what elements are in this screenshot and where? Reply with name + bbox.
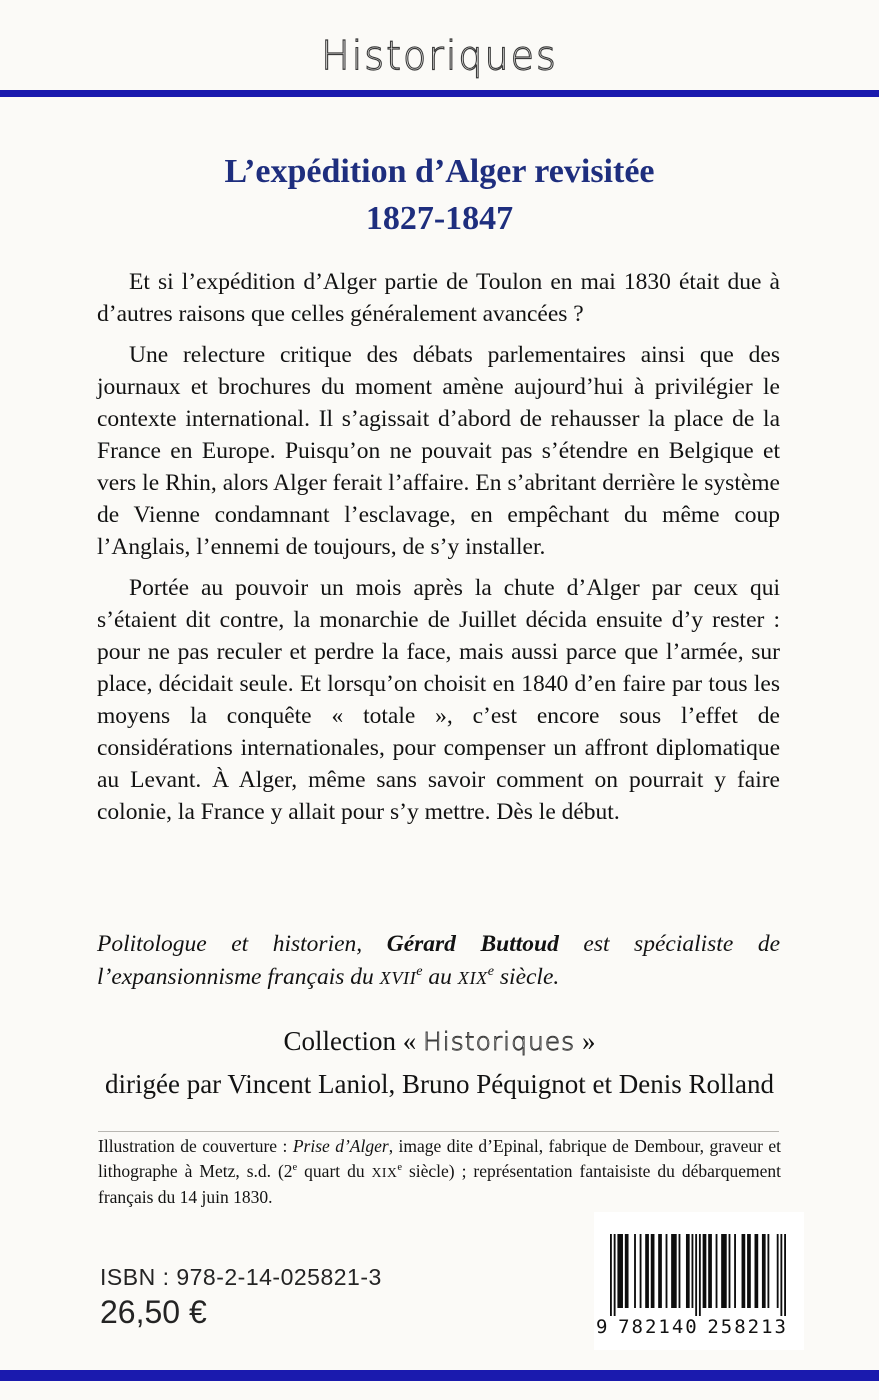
- ordinal-superscript: e: [487, 962, 495, 979]
- synopsis-paragraph-2: Une relecture critique des débats parlementaires ainsi que des journaux et brochures du moment amène aujourd’hui à privilégier le contexte international. Il s’agissait d’abord de rehausser la place de la France en Europe. Puisqu’on ne pouvait pas s’étendre en Belgique et vers le Rhin, alors Alger ferait l’affaire. En s’abritant derrière le système de Vienne condamnant l’esclavage, en empêchant du même coup l’Anglais, l’ennemi de toujours, de s’y installer.: [97, 342, 780, 560]
- bio-text: au: [422, 963, 458, 990]
- price-text: 26,50 €: [100, 1294, 207, 1330]
- ordinal-superscript: e: [416, 962, 423, 979]
- book-title: [60, 148, 819, 242]
- ordinal-superscript: e: [292, 1161, 298, 1173]
- collection-name-line: [60, 1024, 819, 1059]
- barcode: [594, 1212, 804, 1350]
- barcode-digits: [596, 1316, 788, 1338]
- collection-logo-inline: Historiques: [423, 1027, 576, 1056]
- synopsis: [97, 266, 780, 837]
- century-numeral: XIX: [371, 1164, 398, 1180]
- collection-prefix: Collection «: [283, 1026, 423, 1056]
- bio-text: siècle.: [494, 963, 560, 990]
- barcode-bars: [610, 1234, 786, 1316]
- barcode-digit-prefix: 9: [596, 1316, 610, 1338]
- barcode-digits-right: 258213: [707, 1316, 788, 1338]
- credit-divider-rule: [98, 1131, 779, 1132]
- century-numeral: XVII: [379, 967, 417, 988]
- synopsis-paragraph-1: Et si l’expédition d’Alger partie de Toulon en mai 1830 était due à d’autres raisons que celles généralement avancées ?: [97, 269, 780, 327]
- credit-text: quart du: [297, 1160, 372, 1181]
- collection-suffix: »: [575, 1026, 596, 1056]
- book-title-line1: L’expédition d’Alger revisitée: [224, 153, 655, 190]
- credit-text: siècle) ; représentation fantaisiste du débarquement français du 14 juin 1830.: [98, 1160, 782, 1207]
- century-numeral: XIX: [457, 967, 488, 988]
- credit-text: Illustration de couverture :: [98, 1136, 293, 1156]
- credit-text: , image dite d’Epinal, fabrique de Dembour, graveur et lithographe à Metz, s.d. (2: [98, 1136, 781, 1181]
- barcode-digits-left: 782140: [618, 1316, 699, 1338]
- bio-text: est spécialiste de l’expansionnisme français du: [97, 931, 780, 990]
- collection-logo: Historiques: [321, 32, 558, 80]
- bottom-divider-rule: [0, 1370, 879, 1381]
- collection-directors: dirigée par Vincent Laniol, Bruno Péquignot et Denis Rolland: [104, 1069, 774, 1099]
- author-name: Gérard Buttoud: [386, 931, 559, 957]
- isbn-text: ISBN : 978-2-14-025821-3: [100, 1264, 382, 1290]
- top-divider-rule: [0, 90, 879, 97]
- artwork-title: Prise d’Alger: [292, 1136, 389, 1156]
- author-bio: [97, 928, 780, 994]
- collection-block: [60, 1024, 819, 1101]
- book-title-line2: 1827-1847: [365, 200, 514, 237]
- ordinal-superscript: e: [397, 1161, 402, 1173]
- synopsis-paragraph-3: Portée au pouvoir un mois après la chute d’Alger par ceux qui s’étaient dit contre, la monarchie de Juillet décida ensuite d’y rester : pour ne pas reculer et perdre la face, mais aussi parce que l’armée, sur place, décidait seule. Et lorsqu’on choisit en 1840 d’en faire par tous les moyens la conquête « totale », c’est encore sous l’effet de considérations internationales, pour compenser un affront diplomatique au Levant. À Alger, même sans savoir comment on pourrait y faire colonie, la France y allait pour s’y mettre. Dès le début.: [97, 575, 780, 825]
- cover-illustration-credit: [98, 1134, 781, 1210]
- bio-text: Politologue et historien,: [97, 931, 387, 957]
